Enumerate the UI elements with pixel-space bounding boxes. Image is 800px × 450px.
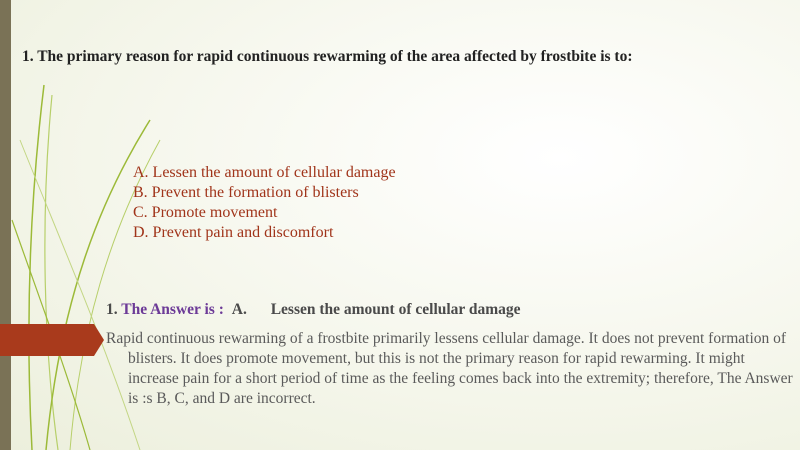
explanation-text: Rapid continuous rewarming of a frostbite primarily lessens cellular damage. It does not prevent formation of blisters. It does promote movement, but this is not the primary reason for rapid rewarming. It might increase pain for a short period of time as the feeling comes back into the extremity; therefore, The Answer is :s B, C, and D are incorrect. [106, 330, 793, 407]
red-arrow-tab [0, 324, 104, 356]
options-list [133, 163, 396, 243]
answer-line [106, 301, 521, 319]
answer-letter: A. [231, 301, 247, 318]
answer-number: 1. [106, 301, 118, 318]
question-text: 1. The primary reason for rapid continuous rewarming of the area affected by frostbite is to: [22, 48, 633, 65]
option-a: A. Lessen the amount of cellular damage [133, 164, 396, 181]
option-c: C. Promote movement [133, 204, 278, 221]
option-d: D. Prevent pain and discomfort [133, 224, 334, 241]
answer-label: The Answer is : [121, 301, 224, 318]
option-b: B. Prevent the formation of blisters [133, 184, 359, 201]
answer-text: Lessen the amount of cellular damage [270, 301, 521, 318]
